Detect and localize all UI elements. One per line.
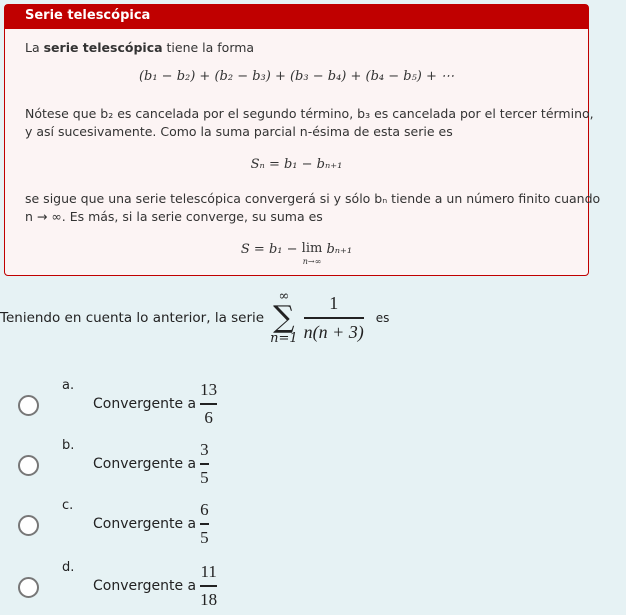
para1-line1: Nótese que b₂ es cancelada por el segundo término, b₃ es cancelada por el tercer término, [25,106,594,121]
intro-post: tiene la forma [162,40,255,55]
fraction-bar [304,317,364,319]
intro-pre: La [25,40,44,55]
para2-line1: se sigue que una serie telescópica convergerá si y sólo bₙ tiende a un número finito cuando [25,191,601,206]
option-label: Convergente a [93,578,197,594]
intro-text [25,39,254,57]
option-label: Convergente a [93,396,197,412]
option-fraction [200,380,217,428]
fraction-denominator: 5 [200,468,209,487]
para2-line2: n → ∞. Es más, si la serie converge, su suma es [25,209,323,224]
option-label: Convergente a [93,516,197,532]
question [0,290,389,346]
fraction-numerator: 6 [200,500,209,519]
formula-sum-left: S = b₁ − [240,242,302,257]
option-text [93,380,217,428]
fraction-bar [200,463,209,465]
formula-series: (b₁ − b₂) + (b₂ − b₃) + (b₃ − b₄) + (b₄ − b₅) + ⋯ [138,69,455,84]
radio-button[interactable] [18,577,39,598]
formula-partial-sum: Sₙ = b₁ − bₙ₊₁ [250,157,343,172]
option-text [93,440,209,488]
fraction-bar [200,585,217,587]
option-text [93,500,209,548]
option-fraction [200,500,209,548]
option-a[interactable] [18,378,418,428]
limit [302,242,323,268]
sigma-symbol: ∑ [273,300,295,335]
fraction-bar [200,523,209,525]
option-c[interactable] [18,498,418,548]
fraction-numerator: 13 [200,380,218,399]
limit-sub: n→∞ [302,257,322,266]
sum-upper: ∞ [278,289,290,304]
fraction-denominator: n(n + 3) [303,322,364,342]
formula-sum [5,242,588,268]
summation [270,290,298,346]
fraction-denominator: 18 [200,590,218,609]
sum-lower: n=1 [270,331,298,346]
fraction-denominator: 6 [204,408,213,427]
fraction-numerator: 1 [329,293,339,313]
radio-button[interactable] [18,455,39,476]
option-letter: a. [62,378,75,393]
option-fraction [200,440,209,488]
option-text [93,562,217,610]
option-d[interactable] [18,560,418,610]
fraction-numerator: 3 [200,440,209,459]
fraction-bar [200,403,217,405]
formula-sum-right: bₙ₊₁ [322,242,353,257]
definition-title: Serie telescópica [5,5,588,29]
definition-box [4,4,601,276]
option-b[interactable] [18,438,418,488]
intro-bold: serie telescópica [43,40,163,55]
question-text: Teniendo en cuenta lo anterior, la serie [0,310,265,326]
question-fraction [304,293,364,343]
para1-line2: y así sucesivamente. Como la suma parcial n-ésima de esta serie es [25,124,453,139]
option-label: Convergente a [93,456,197,472]
radio-button[interactable] [18,395,39,416]
option-letter: c. [62,498,74,513]
radio-button[interactable] [18,515,39,536]
fraction-numerator: 11 [200,562,217,581]
limit-label: lim [301,241,323,256]
option-letter: b. [62,438,75,453]
option-fraction [200,562,217,610]
question-suffix: es [375,311,390,325]
option-letter: d. [62,560,75,575]
fraction-denominator: 5 [200,528,209,547]
